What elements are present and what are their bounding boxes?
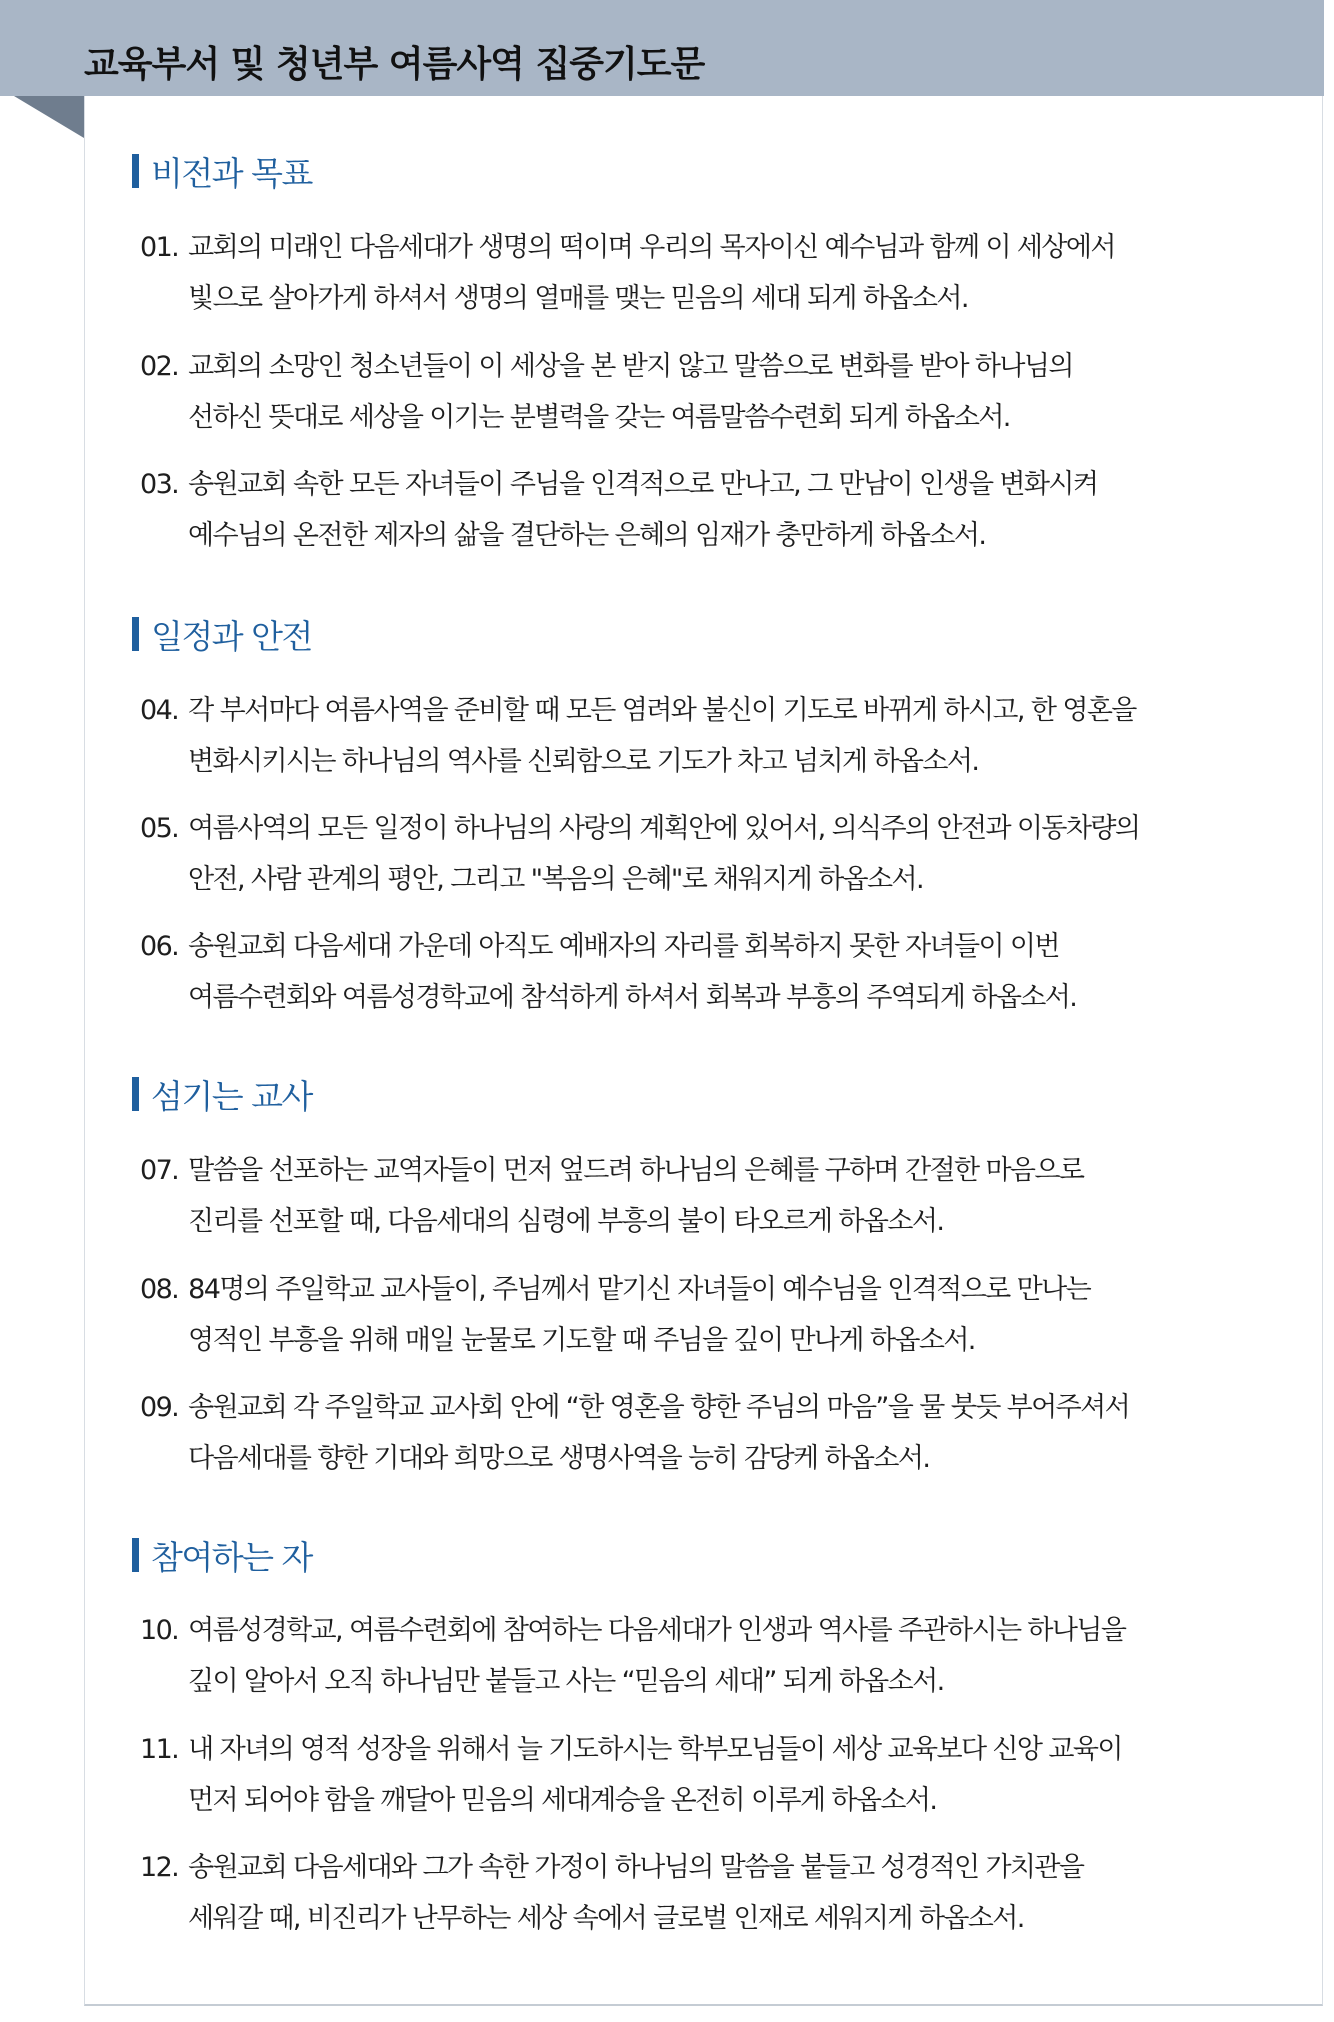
item-number: 04. <box>140 695 179 726</box>
item-line2: 여름수련회와 여름성경학교에 참석하게 하셔서 회복과 부흥의 주역되게 하옵소서. <box>188 982 1077 1013</box>
item-number: 09. <box>140 1392 179 1423</box>
item-line1: 송원교회 각 주일학교 교사회 안에 “한 영혼을 향한 주님의 마음”을 물 붓듯 부어주셔서 <box>188 1392 1130 1423</box>
item-line1: 말씀을 선포하는 교역자들이 먼저 엎드려 하나님의 은혜를 구하며 간절한 마음으로 <box>188 1155 1084 1186</box>
item-line2: 세워갈 때, 비진리가 난무하는 세상 속에서 글로벌 인재로 세워지게 하옵소서. <box>188 1903 1024 1934</box>
item-number: 12. <box>140 1852 179 1883</box>
item-number: 07. <box>140 1155 179 1186</box>
item-line2: 깊이 알아서 오직 하나님만 붙들고 사는 “믿음의 세대” 되게 하옵소서. <box>188 1666 944 1697</box>
item-line1: 84명의 주일학교 교사들이, 주님께서 맡기신 자녀들이 예수님을 인격적으로 만나는 <box>188 1274 1091 1305</box>
item-line2: 변화시키시는 하나님의 역사를 신뢰함으로 기도가 차고 넘치게 하옵소서. <box>188 746 979 777</box>
heading-marker-icon <box>132 1538 139 1572</box>
section-heading-vision <box>132 149 312 193</box>
item-line1: 여름성경학교, 여름수련회에 참여하는 다음세대가 인생과 역사를 주관하시는 하나님을 <box>188 1615 1126 1646</box>
section-heading-text: 참여하는 자 <box>151 1537 312 1577</box>
item-line1: 송원교회 속한 모든 자녀들이 주님을 인격적으로 만나고, 그 만남이 인생을 변화시켜 <box>188 469 1098 500</box>
item-line1: 송원교회 다음세대와 그가 속한 가정이 하나님의 말씀을 붙들고 성경적인 가치관을 <box>188 1852 1084 1883</box>
item-line1: 각 부서마다 여름사역을 준비할 때 모든 염려와 불신이 기도로 바뀌게 하시고, 한 영혼을 <box>188 695 1136 726</box>
item-line2: 영적인 부흥을 위해 매일 눈물로 기도할 때 주님을 깊이 만나게 하옵소서. <box>188 1325 975 1356</box>
item-line2: 다음세대를 향한 기대와 희망으로 생명사역을 능히 감당케 하옵소서. <box>188 1443 930 1474</box>
item-number: 03. <box>140 469 179 500</box>
item-line1: 교회의 소망인 청소년들이 이 세상을 본 받지 않고 말씀으로 변화를 받아 하나님의 <box>188 351 1073 382</box>
header-fold <box>14 96 84 138</box>
section-heading-text: 일정과 안전 <box>151 616 312 656</box>
heading-marker-icon <box>132 617 139 651</box>
section-heading-text: 섬기는 교사 <box>151 1076 312 1116</box>
item-line1: 송원교회 다음세대 가운데 아직도 예배자의 자리를 회복하지 못한 자녀들이 이번 <box>188 931 1059 962</box>
item-line2: 예수님의 온전한 제자의 삶을 결단하는 은혜의 임재가 충만하게 하옵소서. <box>188 520 986 551</box>
heading-marker-icon <box>132 1077 139 1111</box>
section-heading-teachers <box>132 1072 312 1116</box>
item-number: 08. <box>140 1274 179 1305</box>
item-line2: 안전, 사람 관계의 평안, 그리고 "복음의 은혜"로 채워지게 하옵소서. <box>188 864 923 895</box>
item-line1: 교회의 미래인 다음세대가 생명의 떡이며 우리의 목자이신 예수님과 함께 이 세상에서 <box>188 232 1115 263</box>
item-number: 11. <box>140 1734 179 1765</box>
item-line1: 여름사역의 모든 일정이 하나님의 사랑의 계획안에 있어서, 의식주의 안전과 이동차량의 <box>188 813 1140 844</box>
item-number: 06. <box>140 931 179 962</box>
item-line1: 내 자녀의 영적 성장을 위해서 늘 기도하시는 학부모님들이 세상 교육보다 신앙 교육이 <box>188 1734 1122 1765</box>
item-number: 05. <box>140 813 179 844</box>
item-line2: 선하신 뜻대로 세상을 이기는 분별력을 갖는 여름말씀수련회 되게 하옵소서. <box>188 402 1010 433</box>
item-line2: 먼저 되어야 함을 깨달아 믿음의 세대계승을 온전히 이루게 하옵소서. <box>188 1785 937 1816</box>
section-heading-schedule <box>132 612 312 656</box>
item-line2: 빛으로 살아가게 하셔서 생명의 열매를 맺는 믿음의 세대 되게 하옵소서. <box>188 283 968 314</box>
page-title: 교육부서 및 청년부 여름사역 집중기도문 <box>84 44 705 85</box>
section-heading-participants <box>132 1533 312 1577</box>
item-number: 10. <box>140 1615 179 1646</box>
item-line2: 진리를 선포할 때, 다음세대의 심령에 부흥의 불이 타오르게 하옵소서. <box>188 1206 944 1237</box>
section-heading-text: 비전과 목표 <box>151 153 312 193</box>
item-number: 02. <box>140 351 179 382</box>
heading-marker-icon <box>132 154 139 188</box>
item-number: 01. <box>140 232 179 263</box>
